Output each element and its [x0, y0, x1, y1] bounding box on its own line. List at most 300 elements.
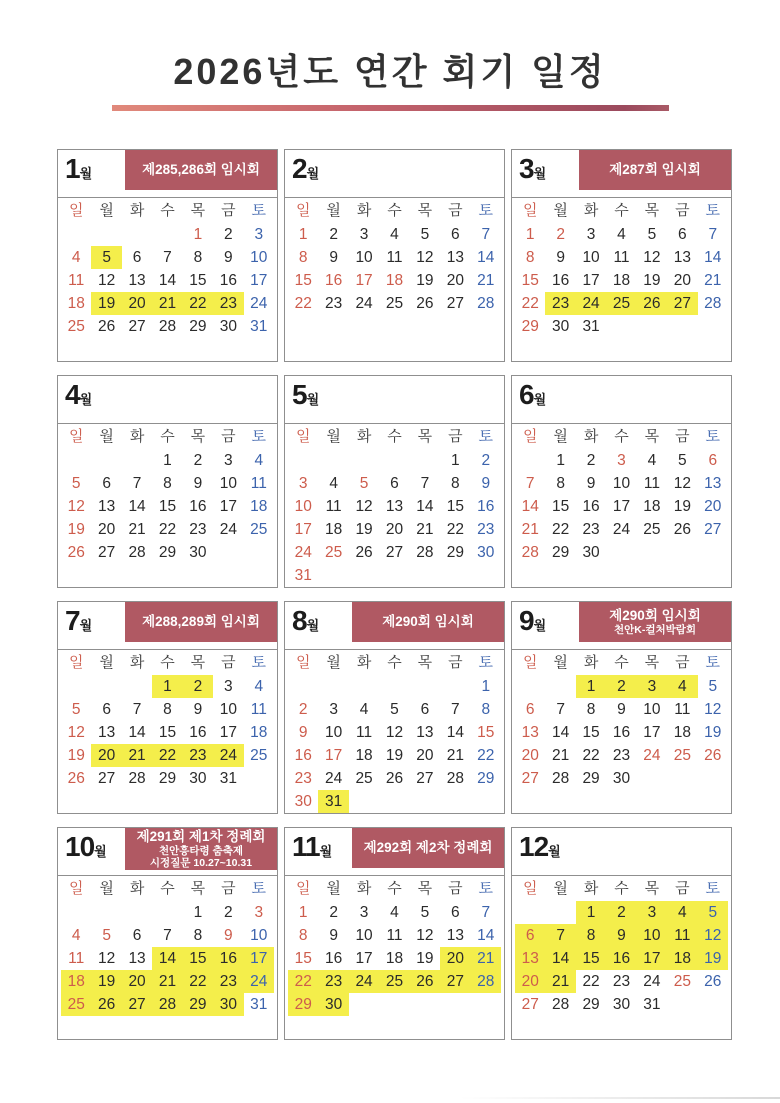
date-cell: 1 [163, 452, 172, 469]
month-label [65, 379, 92, 411]
month-number: 3 [519, 153, 534, 184]
date-cell: 9 [556, 249, 565, 266]
month-card-header [285, 828, 504, 876]
date-cell: 13 [98, 498, 116, 515]
date-cell: 25 [67, 318, 85, 335]
date-cell: 27 [704, 521, 722, 538]
date-cell: 5 [102, 927, 111, 944]
weekday-label: 수 [160, 428, 175, 445]
date-cell: 2 [481, 452, 491, 469]
date-cell: 12 [416, 927, 434, 944]
date-cell: 12 [416, 249, 434, 266]
date-cell: 2 [224, 904, 233, 921]
weekday-label: 월 [326, 202, 341, 219]
date-cell: 15 [294, 272, 312, 289]
date-cell: 13 [704, 475, 722, 492]
weekday-label: 금 [675, 202, 690, 219]
month-card-header [58, 602, 277, 650]
date-cell: 5 [71, 701, 81, 718]
weekday-label: 화 [129, 202, 145, 219]
date-cell: 19 [91, 292, 121, 315]
date-cell: 18 [250, 498, 268, 515]
date-cell: 14 [552, 724, 570, 741]
page-title: 2026년도 연간 회기 일정 [173, 51, 607, 92]
date-cell: 31 [318, 790, 348, 813]
date-cell: 5 [71, 475, 81, 492]
session-badge [125, 828, 277, 870]
weekday-label: 수 [160, 654, 175, 671]
date-cell: 26 [355, 544, 373, 561]
date-cell: 14 [152, 947, 182, 970]
date-cell: 19 [385, 747, 404, 764]
month-number: 5 [292, 379, 307, 410]
date-cell: 27 [98, 770, 116, 787]
date-cell: 10 [250, 927, 268, 944]
date-cell: 16 [477, 498, 495, 515]
date-cell: 25 [673, 973, 691, 990]
date-cell: 29 [158, 544, 177, 561]
date-cell: 11 [68, 950, 85, 967]
session-badge-title: 제287회 임시회 [609, 162, 701, 177]
date-cell: 7 [420, 475, 430, 492]
weekday-label: 목 [417, 654, 433, 671]
date-cell: 11 [356, 724, 373, 741]
date-cell: 30 [318, 993, 348, 1016]
weekday-row [512, 424, 731, 449]
date-cell: 2 [329, 226, 338, 243]
date-cell: 1 [525, 226, 535, 243]
weekday-label: 목 [417, 202, 433, 219]
weekday-label: 일 [522, 880, 538, 897]
date-cell: 5 [647, 226, 657, 243]
empty-cell [318, 675, 348, 698]
date-cell: 17 [219, 498, 237, 515]
empty-cell [152, 223, 182, 246]
weekday-label: 토 [705, 880, 721, 897]
date-cell: 7 [556, 701, 565, 718]
date-cell: 16 [189, 724, 207, 741]
date-cell: 13 [128, 950, 146, 967]
session-badge-subtitle: 천안K-컬처박람회 [613, 624, 697, 636]
dates-grid [512, 223, 731, 338]
date-cell: 7 [163, 249, 172, 266]
date-cell: 2 [224, 226, 233, 243]
weekday-label: 금 [675, 428, 690, 445]
date-cell: 19 [416, 950, 434, 967]
date-cell: 24 [355, 295, 373, 312]
date-cell: 8 [298, 249, 308, 266]
weekday-label: 금 [448, 202, 463, 219]
date-cell: 3 [637, 675, 667, 698]
session-badge [352, 828, 504, 868]
month-card [57, 827, 278, 1040]
date-cell: 31 [582, 318, 600, 335]
date-cell: 7 [708, 226, 718, 243]
date-cell: 31 [250, 318, 268, 335]
date-cell: 17 [250, 272, 268, 289]
weekday-label: 일 [522, 428, 538, 445]
date-cell: 18 [667, 947, 697, 970]
page-header [0, 0, 780, 111]
date-cell: 30 [612, 770, 631, 787]
month-card [57, 149, 278, 362]
date-cell: 11 [250, 701, 267, 718]
date-cell: 10 [355, 249, 373, 266]
dates-grid [512, 449, 731, 564]
date-cell: 26 [98, 318, 116, 335]
date-cell: 1 [193, 226, 203, 243]
date-cell: 15 [158, 724, 177, 741]
date-cell: 21 [128, 521, 146, 538]
date-cell: 27 [385, 544, 404, 561]
date-cell: 27 [521, 996, 539, 1013]
weekday-label: 일 [522, 202, 538, 219]
weekday-label: 화 [129, 880, 145, 897]
empty-cell [545, 901, 575, 924]
weekday-label: 금 [675, 654, 690, 671]
month-label [65, 831, 107, 863]
weekday-label: 월 [553, 654, 568, 671]
date-cell: 17 [219, 724, 237, 741]
date-cell: 8 [193, 249, 203, 266]
dates-grid [58, 675, 277, 790]
date-cell: 13 [673, 249, 691, 266]
empty-cell [515, 901, 545, 924]
empty-cell [122, 901, 152, 924]
month-suffix: 월 [306, 392, 320, 407]
date-cell: 26 [704, 747, 722, 764]
dates-grid [58, 223, 277, 338]
month-label [292, 379, 319, 411]
scan-edge-artifact [460, 1097, 780, 1099]
date-cell: 13 [521, 724, 539, 741]
date-cell: 26 [410, 970, 440, 993]
date-cell: 29 [477, 770, 495, 787]
date-cell: 25 [606, 292, 636, 315]
month-card-header [58, 150, 277, 198]
date-cell: 8 [586, 701, 596, 718]
weekday-label: 금 [221, 428, 236, 445]
weekday-label: 목 [190, 654, 206, 671]
date-cell: 4 [667, 901, 697, 924]
weekday-label: 일 [68, 880, 84, 897]
month-number: 4 [65, 379, 80, 410]
month-card [284, 827, 505, 1040]
date-cell: 10 [219, 701, 237, 718]
weekday-label: 화 [356, 880, 372, 897]
session-badge-subtitle: 천안흥타령 춤축제 [158, 845, 244, 857]
weekday-label: 토 [251, 654, 267, 671]
date-cell: 16 [325, 272, 343, 289]
empty-cell [515, 675, 545, 698]
weekday-label: 일 [295, 202, 311, 219]
date-cell: 24 [612, 521, 631, 538]
date-cell: 7 [481, 904, 491, 921]
dates-grid [285, 901, 504, 1016]
date-cell: 28 [416, 544, 434, 561]
dates-grid [285, 449, 504, 587]
date-cell: 26 [704, 973, 722, 990]
date-cell: 14 [416, 498, 434, 515]
month-label [519, 153, 546, 185]
date-cell: 15 [158, 498, 177, 515]
month-label [292, 153, 319, 185]
date-cell: 18 [612, 272, 631, 289]
date-cell: 17 [637, 947, 667, 970]
weekday-label: 토 [705, 202, 721, 219]
date-cell: 6 [678, 226, 687, 243]
date-cell: 7 [132, 701, 142, 718]
date-cell: 28 [477, 295, 495, 312]
month-card-header [285, 602, 504, 650]
session-badge-title: 제290회 임시회 [609, 608, 701, 623]
weekday-label: 화 [583, 880, 599, 897]
date-cell: 3 [637, 901, 667, 924]
month-number: 1 [65, 153, 80, 184]
month-number: 8 [292, 605, 307, 636]
date-cell: 20 [91, 744, 121, 767]
date-cell: 23 [545, 292, 575, 315]
session-badge [125, 602, 277, 642]
date-cell: 2 [556, 226, 565, 243]
date-cell: 5 [359, 475, 369, 492]
date-cell: 15 [576, 947, 606, 970]
date-cell: 23 [477, 521, 495, 538]
date-cell: 20 [416, 747, 434, 764]
date-cell: 9 [298, 724, 308, 741]
date-cell: 26 [91, 993, 121, 1016]
date-cell: 14 [128, 498, 146, 515]
date-cell: 19 [67, 747, 85, 764]
date-cell: 11 [674, 701, 691, 718]
date-cell: 9 [481, 475, 491, 492]
date-cell: 10 [612, 475, 631, 492]
date-cell: 14 [446, 724, 464, 741]
weekday-label: 일 [295, 654, 311, 671]
month-label [519, 379, 546, 411]
weekday-label: 목 [644, 202, 660, 219]
empty-cell [61, 223, 91, 246]
date-cell: 18 [325, 521, 343, 538]
date-cell: 27 [667, 292, 697, 315]
date-cell: 19 [67, 521, 85, 538]
date-cell: 17 [294, 521, 312, 538]
date-cell: 5 [390, 701, 399, 718]
weekday-label: 토 [478, 202, 494, 219]
weekday-label: 금 [448, 654, 463, 671]
month-label [65, 605, 92, 637]
month-number: 7 [65, 605, 80, 636]
weekday-label: 금 [448, 428, 463, 445]
empty-cell [152, 901, 182, 924]
date-cell: 24 [219, 521, 237, 538]
date-cell: 23 [189, 521, 207, 538]
weekday-label: 목 [644, 880, 660, 897]
session-badge [352, 602, 504, 642]
date-cell: 8 [193, 927, 203, 944]
empty-cell [61, 449, 91, 472]
date-cell: 21 [122, 744, 152, 767]
empty-cell [515, 449, 545, 472]
weekday-label: 월 [553, 428, 568, 445]
date-cell: 2 [329, 904, 338, 921]
date-cell: 21 [552, 747, 570, 764]
month-card-header [512, 828, 731, 876]
date-cell: 28 [552, 996, 570, 1013]
weekday-label: 일 [295, 880, 311, 897]
weekday-label: 월 [99, 880, 114, 897]
date-cell: 10 [643, 701, 661, 718]
date-cell: 26 [637, 292, 667, 315]
dates-grid [285, 223, 504, 315]
date-cell: 7 [545, 924, 575, 947]
weekday-label: 일 [68, 654, 84, 671]
date-cell: 6 [451, 226, 460, 243]
month-number: 11 [292, 831, 320, 862]
weekday-label: 수 [387, 880, 402, 897]
date-cell: 12 [385, 724, 404, 741]
weekday-label: 수 [614, 880, 629, 897]
date-cell: 4 [71, 927, 81, 944]
month-card-header [58, 828, 277, 876]
weekday-label: 화 [129, 428, 145, 445]
date-cell: 4 [617, 226, 626, 243]
date-cell: 20 [673, 272, 691, 289]
date-cell: 14 [521, 498, 539, 515]
date-cell: 16 [582, 498, 600, 515]
date-cell: 17 [355, 950, 373, 967]
empty-cell [288, 449, 318, 472]
date-cell: 3 [254, 226, 264, 243]
weekday-label: 토 [251, 202, 267, 219]
date-cell: 20 [122, 292, 152, 315]
date-cell: 30 [213, 993, 243, 1016]
date-cell: 29 [582, 996, 600, 1013]
date-cell: 21 [545, 970, 575, 993]
date-cell: 3 [298, 475, 308, 492]
date-cell: 26 [416, 295, 434, 312]
weekday-label: 수 [614, 428, 629, 445]
date-cell: 22 [183, 292, 213, 315]
date-cell: 10 [355, 927, 373, 944]
month-suffix: 월 [94, 844, 107, 859]
month-card-header [512, 376, 731, 424]
date-cell: 3 [586, 226, 596, 243]
date-cell: 25 [250, 521, 268, 538]
weekday-label: 일 [68, 428, 84, 445]
month-card-header [285, 150, 504, 198]
date-cell: 25 [325, 544, 343, 561]
date-cell: 5 [678, 452, 687, 469]
date-cell: 29 [189, 318, 207, 335]
date-cell: 24 [643, 747, 661, 764]
date-cell: 19 [698, 947, 728, 970]
date-cell: 27 [416, 770, 434, 787]
date-cell: 9 [586, 475, 596, 492]
empty-cell [318, 449, 348, 472]
date-cell: 14 [545, 947, 575, 970]
weekday-label: 목 [417, 428, 433, 445]
date-cell: 29 [288, 993, 318, 1016]
date-cell: 22 [446, 521, 464, 538]
date-cell: 30 [552, 318, 570, 335]
weekday-label: 월 [553, 880, 568, 897]
date-cell: 19 [704, 724, 722, 741]
month-number: 12 [519, 831, 549, 862]
date-cell: 20 [440, 947, 470, 970]
month-card-header [512, 150, 731, 198]
date-cell: 27 [521, 770, 539, 787]
date-cell: 10 [325, 724, 343, 741]
weekday-label: 월 [99, 202, 114, 219]
date-cell: 5 [420, 904, 430, 921]
dates-grid [58, 449, 277, 564]
weekday-label: 화 [356, 202, 372, 219]
weekday-label: 토 [705, 428, 721, 445]
weekday-label: 수 [387, 202, 402, 219]
date-cell: 18 [355, 747, 373, 764]
date-cell: 27 [128, 318, 146, 335]
date-cell: 3 [329, 701, 338, 718]
month-suffix: 월 [533, 618, 547, 633]
date-cell: 19 [416, 272, 434, 289]
date-cell: 31 [294, 567, 312, 584]
date-cell: 5 [420, 226, 430, 243]
month-suffix: 월 [79, 392, 93, 407]
weekday-label: 월 [326, 654, 341, 671]
date-cell: 25 [385, 295, 404, 312]
date-cell: 6 [132, 249, 142, 266]
date-cell: 1 [481, 678, 491, 695]
date-cell: 4 [647, 452, 657, 469]
date-cell: 9 [224, 249, 233, 266]
weekday-label: 화 [356, 428, 372, 445]
calendar-grid [57, 149, 732, 1040]
date-cell: 10 [637, 924, 667, 947]
date-cell: 15 [294, 950, 312, 967]
date-cell: 14 [704, 249, 722, 266]
date-cell: 24 [349, 970, 379, 993]
month-label [519, 831, 561, 863]
month-label [292, 605, 319, 637]
date-cell: 28 [704, 295, 722, 312]
date-cell: 12 [98, 272, 116, 289]
date-cell: 29 [552, 544, 570, 561]
date-cell: 19 [673, 498, 691, 515]
date-cell: 14 [158, 272, 177, 289]
date-cell: 29 [521, 318, 539, 335]
date-cell: 31 [643, 996, 661, 1013]
date-cell: 4 [254, 678, 264, 695]
date-cell: 16 [213, 947, 243, 970]
date-cell: 28 [128, 544, 146, 561]
weekday-label: 금 [675, 880, 690, 897]
date-cell: 3 [359, 904, 369, 921]
session-badge [579, 150, 731, 190]
date-cell: 3 [224, 452, 233, 469]
date-cell: 19 [91, 970, 121, 993]
date-cell: 23 [213, 970, 243, 993]
date-cell: 15 [582, 724, 600, 741]
date-cell: 30 [219, 318, 237, 335]
month-card [57, 375, 278, 588]
date-cell: 9 [193, 475, 203, 492]
date-cell: 22 [582, 747, 600, 764]
date-cell: 11 [613, 249, 630, 266]
date-cell: 21 [152, 970, 182, 993]
date-cell: 27 [440, 970, 470, 993]
weekday-label: 수 [614, 654, 629, 671]
